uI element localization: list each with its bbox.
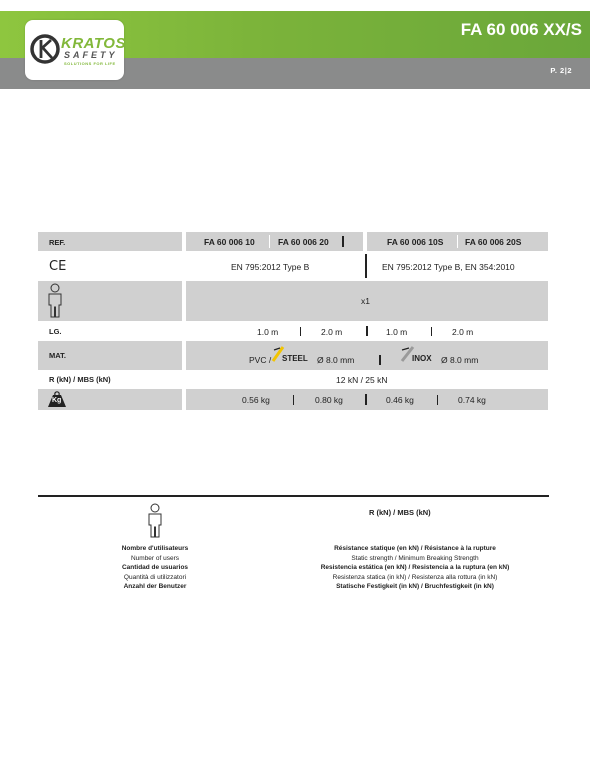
length-label: LG.	[49, 327, 62, 336]
legend-line: Anzahl der Benutzer	[123, 583, 187, 590]
kg-icon-label: Kg	[52, 397, 62, 404]
ref-cell: FA 60 006 10S	[387, 237, 444, 247]
legend-line: Nombre d'utilisateurs	[121, 545, 189, 552]
legend-line: Statische Festigkeit (in kN) / Bruchfestigkeit (in kN)	[336, 583, 494, 590]
users-legend	[90, 544, 220, 592]
person-icon	[146, 503, 164, 539]
divider	[269, 235, 270, 248]
material-steel: STEEL	[282, 354, 308, 363]
divider	[431, 327, 432, 336]
length-cell: 2.0 m	[452, 327, 474, 337]
row-bg	[186, 389, 548, 410]
product-reference-title: FA 60 006 XX/S	[460, 20, 582, 39]
ref-cell: FA 60 006 20S	[465, 237, 522, 247]
divider	[365, 254, 367, 278]
divider	[379, 355, 381, 365]
legend-line: Static strength / Minimum Breaking Strength	[351, 554, 479, 562]
strength-label: R (kN) / MBS (kN)	[49, 375, 111, 384]
norm-right: EN 795:2012 Type B, EN 354:2010	[382, 262, 515, 272]
ref-cell: FA 60 006 20	[278, 237, 329, 247]
legend-line: Resistenza statica (in kN) / Resistenza alla rottura (in kN)	[332, 573, 498, 581]
page-number: P. 2|2	[550, 66, 572, 75]
divider	[437, 395, 438, 405]
legend-line: Cantidad de usuarios	[121, 564, 189, 571]
weight-cell: 0.74 kg	[458, 395, 486, 405]
ref-cell: FA 60 006 10	[204, 237, 255, 247]
length-cell: 1.0 m	[386, 327, 408, 337]
divider	[365, 394, 367, 405]
divider	[293, 395, 294, 405]
inox-diameter: Ø 8.0 mm	[441, 355, 479, 365]
material-pvc: PVC /	[249, 355, 272, 365]
ce-mark-icon: CE	[49, 259, 67, 274]
legend-line: Quantità di utilizzatori	[123, 573, 187, 581]
person-icon	[46, 283, 64, 319]
kratos-logo	[25, 20, 124, 80]
material-inox: INOX	[412, 354, 432, 363]
strength-legend	[290, 544, 540, 592]
divider	[300, 327, 301, 336]
length-cell: 2.0 m	[321, 327, 343, 337]
footer-divider	[38, 495, 549, 497]
strength-value: 12 kN / 25 kN	[336, 375, 388, 385]
legend-line: Number of users	[130, 554, 180, 562]
weight-cell: 0.46 kg	[386, 395, 414, 405]
steel-diameter: Ø 8.0 mm	[317, 355, 355, 365]
divider	[366, 326, 368, 336]
brand-name: KRATOS	[61, 35, 126, 52]
legend-line: Resistencia estática (en kN) / Resistencia a la ruptura (en kN)	[320, 564, 510, 571]
brand-tagline: SOLUTIONS FOR LIFE	[64, 61, 116, 66]
divider	[457, 235, 458, 248]
ref-label-text: REF.	[49, 238, 66, 247]
weight-cell: 0.80 kg	[315, 395, 343, 405]
norm-left: EN 795:2012 Type B	[231, 262, 310, 272]
brand-sub: SAFETY	[64, 50, 118, 60]
material-label: MAT.	[49, 351, 66, 360]
users-value: x1	[361, 296, 370, 306]
length-cell: 1.0 m	[257, 327, 279, 337]
row-bg	[186, 341, 548, 370]
weight-cell: 0.56 kg	[242, 395, 270, 405]
divider	[342, 236, 344, 247]
strength-legend-title: R (kN) / MBS (kN)	[369, 508, 431, 517]
legend-line: Résistance statique (en kN) / Résistance à la rupture	[334, 545, 496, 552]
